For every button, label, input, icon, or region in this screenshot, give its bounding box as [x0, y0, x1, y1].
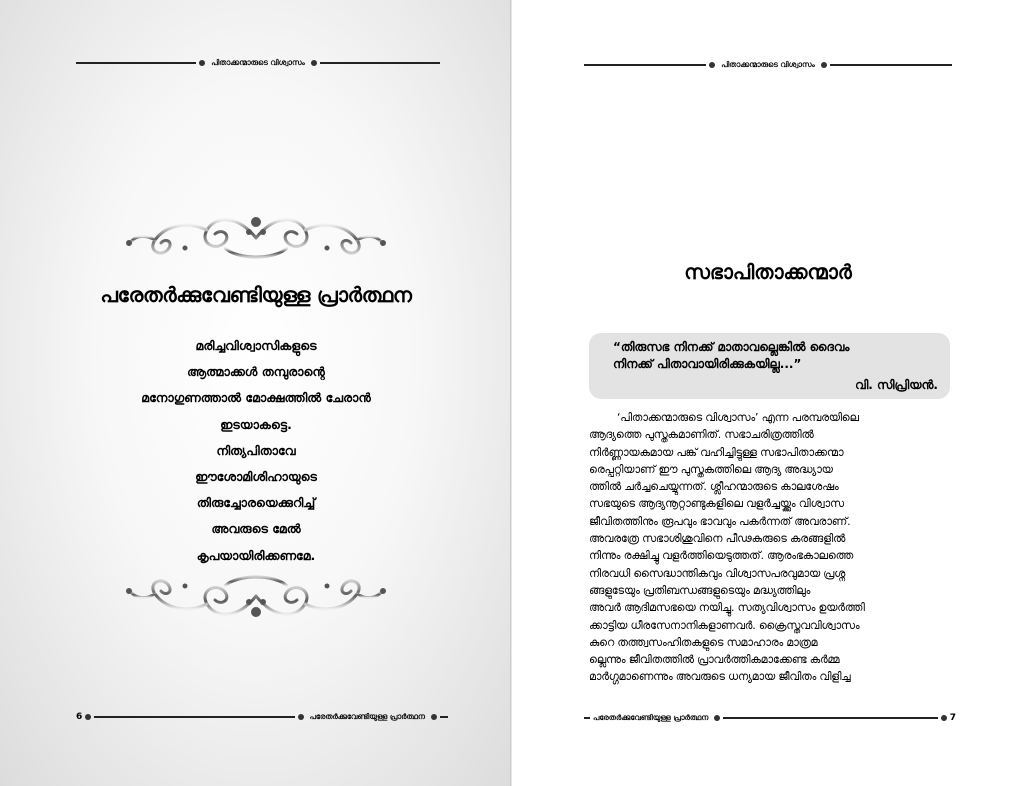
left-running-header	[76, 58, 440, 68]
body-line: സഭയുടെ ആദ്യനൂറ്റാണ്ടുകളിലെ വളർച്ചയ്ക്കും വിശ്വാസ	[589, 497, 844, 511]
prayer-line: മനോഗുണത്താൽ മോക്ഷത്തിൽ ചേരാൻ	[141, 390, 371, 406]
header-rule-line	[320, 62, 440, 64]
bullet-icon	[311, 60, 317, 66]
bullet-icon	[431, 714, 437, 720]
body-line: ല്ലെന്നും ജീവിതത്തിൽ പ്രാവർത്തികമാക്കേണ്ട കർമ്മ	[589, 653, 840, 667]
body-line: കുറെ തത്ത്വസംഹിതകളുടെ സമാഹാരം മാത്രമ	[589, 635, 818, 649]
prayer-line: ആത്മാക്കൾ തമ്പുരാന്റെ	[187, 364, 325, 380]
footer-title: പരേതർക്കുവേണ്ടിയുള്ള പ്രാർത്ഥന	[593, 713, 709, 722]
page-number: 6	[76, 712, 83, 722]
bullet-icon	[941, 715, 947, 721]
header-rule-line	[76, 62, 196, 64]
left-running-footer	[76, 712, 448, 722]
body-line: ജീവിതത്തിനും രൂപവും ഭാവവും പകർന്നത് അവരാണ്.	[589, 514, 851, 528]
body-line: ങ്ങളുടേയും പ്രതിബന്ധങ്ങളുടെയും മദ്ധ്യത്തിലും	[589, 583, 811, 597]
footer-title: പരേതർക്കുവേണ്ടിയുള്ള പ്രാർത്ഥന	[309, 712, 425, 721]
top-ornament-icon	[125, 208, 387, 268]
body-line: ക്കാട്ടിയ ധീരസേനാനികളാണവർ. ക്രൈസ്തവവിശ്വാസം	[589, 618, 860, 632]
page-number: 7	[949, 713, 956, 723]
footer-rule-line	[94, 716, 294, 718]
bullet-icon	[821, 62, 827, 68]
quote-author: വി. സിപ്രിയൻ.	[855, 378, 938, 392]
prayer-text	[60, 333, 452, 569]
right-page	[512, 0, 1024, 786]
body-line: നിരവധി സൈദ്ധാന്തികവും വിശ്വാസപരവുമായ പ്രശ്ന	[589, 566, 846, 580]
bullet-icon	[709, 62, 715, 68]
prayer-line: തിരുച്ചോരയെക്കുറിച്ച്	[196, 495, 316, 511]
body-line: അവരത്രേ സഭാശിശുവിനെ പീഢകരുടെ കരങ്ങളിൽ	[589, 532, 846, 546]
prayer-line: കൃപയായിരിക്കണമേ.	[196, 547, 316, 563]
prayer-title: പരേതർക്കുവേണ്ടിയുള്ള പ്രാർത്ഥന	[100, 283, 412, 307]
body-line: രെപ്പറ്റിയാണ് ഈ പുസ്തകത്തിലെ ആദ്യ അദ്ധ്യായ	[589, 462, 833, 476]
body-paragraph	[589, 409, 950, 686]
header-rule-line	[584, 64, 706, 66]
header-title: പിതാക്കന്മാരുടെ വിശ്വാസം	[211, 58, 305, 67]
body-line: നിന്നും രക്ഷിച്ചു വളർത്തിയെടുത്തത്. ആരംഭകാലത്തെ	[589, 549, 854, 563]
right-running-footer	[584, 713, 956, 723]
header-title: പിതാക്കന്മാരുടെ വിശ്വാസം	[721, 60, 815, 69]
body-line: നിർണ്ണായകമായ പങ്ക് വഹിച്ചിട്ടുള്ള സഭാപിതാക്കന്മാ	[589, 445, 844, 459]
body-line: ആദ്യത്തെ പുസ്തകമാണിത്. സഭാചരിത്രത്തിൽ	[589, 428, 814, 442]
body-line: ‘പിതാക്കന്മാരുടെ വിശ്വാസം’ എന്ന പരമ്പരയിലെ	[617, 411, 859, 424]
bullet-icon	[199, 60, 205, 66]
prayer-line: മരിച്ചവിശ്വാസികളുടെ	[195, 338, 317, 353]
bullet-icon	[85, 714, 91, 720]
body-line: ത്തിൽ ചർച്ചചെയ്യുന്നത്. ശ്ലീഹന്മാരുടെ കാലശേഷം	[589, 480, 839, 494]
footer-rule-line	[723, 717, 937, 719]
bullet-icon	[298, 714, 304, 720]
prayer-line: നിത്യപിതാവേ	[216, 442, 296, 458]
right-running-header	[584, 60, 952, 70]
quote-box	[589, 333, 950, 399]
quote-line: നിനക്ക് പിതാവായിരിക്കുകയില്ല...”	[613, 357, 802, 371]
header-rule-line	[830, 64, 952, 66]
body-line: മാർഗ്ഗമാണെന്നും അവരുടെ ധന്യമായ ജീവിതം വിളിച്ച	[589, 670, 851, 684]
prayer-line: അവരുടെ മേൽ	[211, 521, 301, 537]
bullet-icon	[714, 715, 720, 721]
quote-line: “തിരുസഭ നിനക്ക് മാതാവല്ലെങ്കിൽ ദൈവം	[613, 340, 850, 354]
footer-rule-line	[440, 716, 448, 718]
body-line: അവർ ആദിമസഭയെ നയിച്ചു. സത്യവിശ്വാസം ഉയർത്തി	[589, 601, 865, 615]
bottom-ornament-icon	[125, 566, 387, 626]
chapter-title: സഭാപിതാക്കന്മാർ	[684, 260, 852, 284]
prayer-line: ഈശോമിശിഹായുടെ	[195, 468, 317, 484]
prayer-line: ഇടയാകട്ടെ.	[220, 416, 292, 432]
